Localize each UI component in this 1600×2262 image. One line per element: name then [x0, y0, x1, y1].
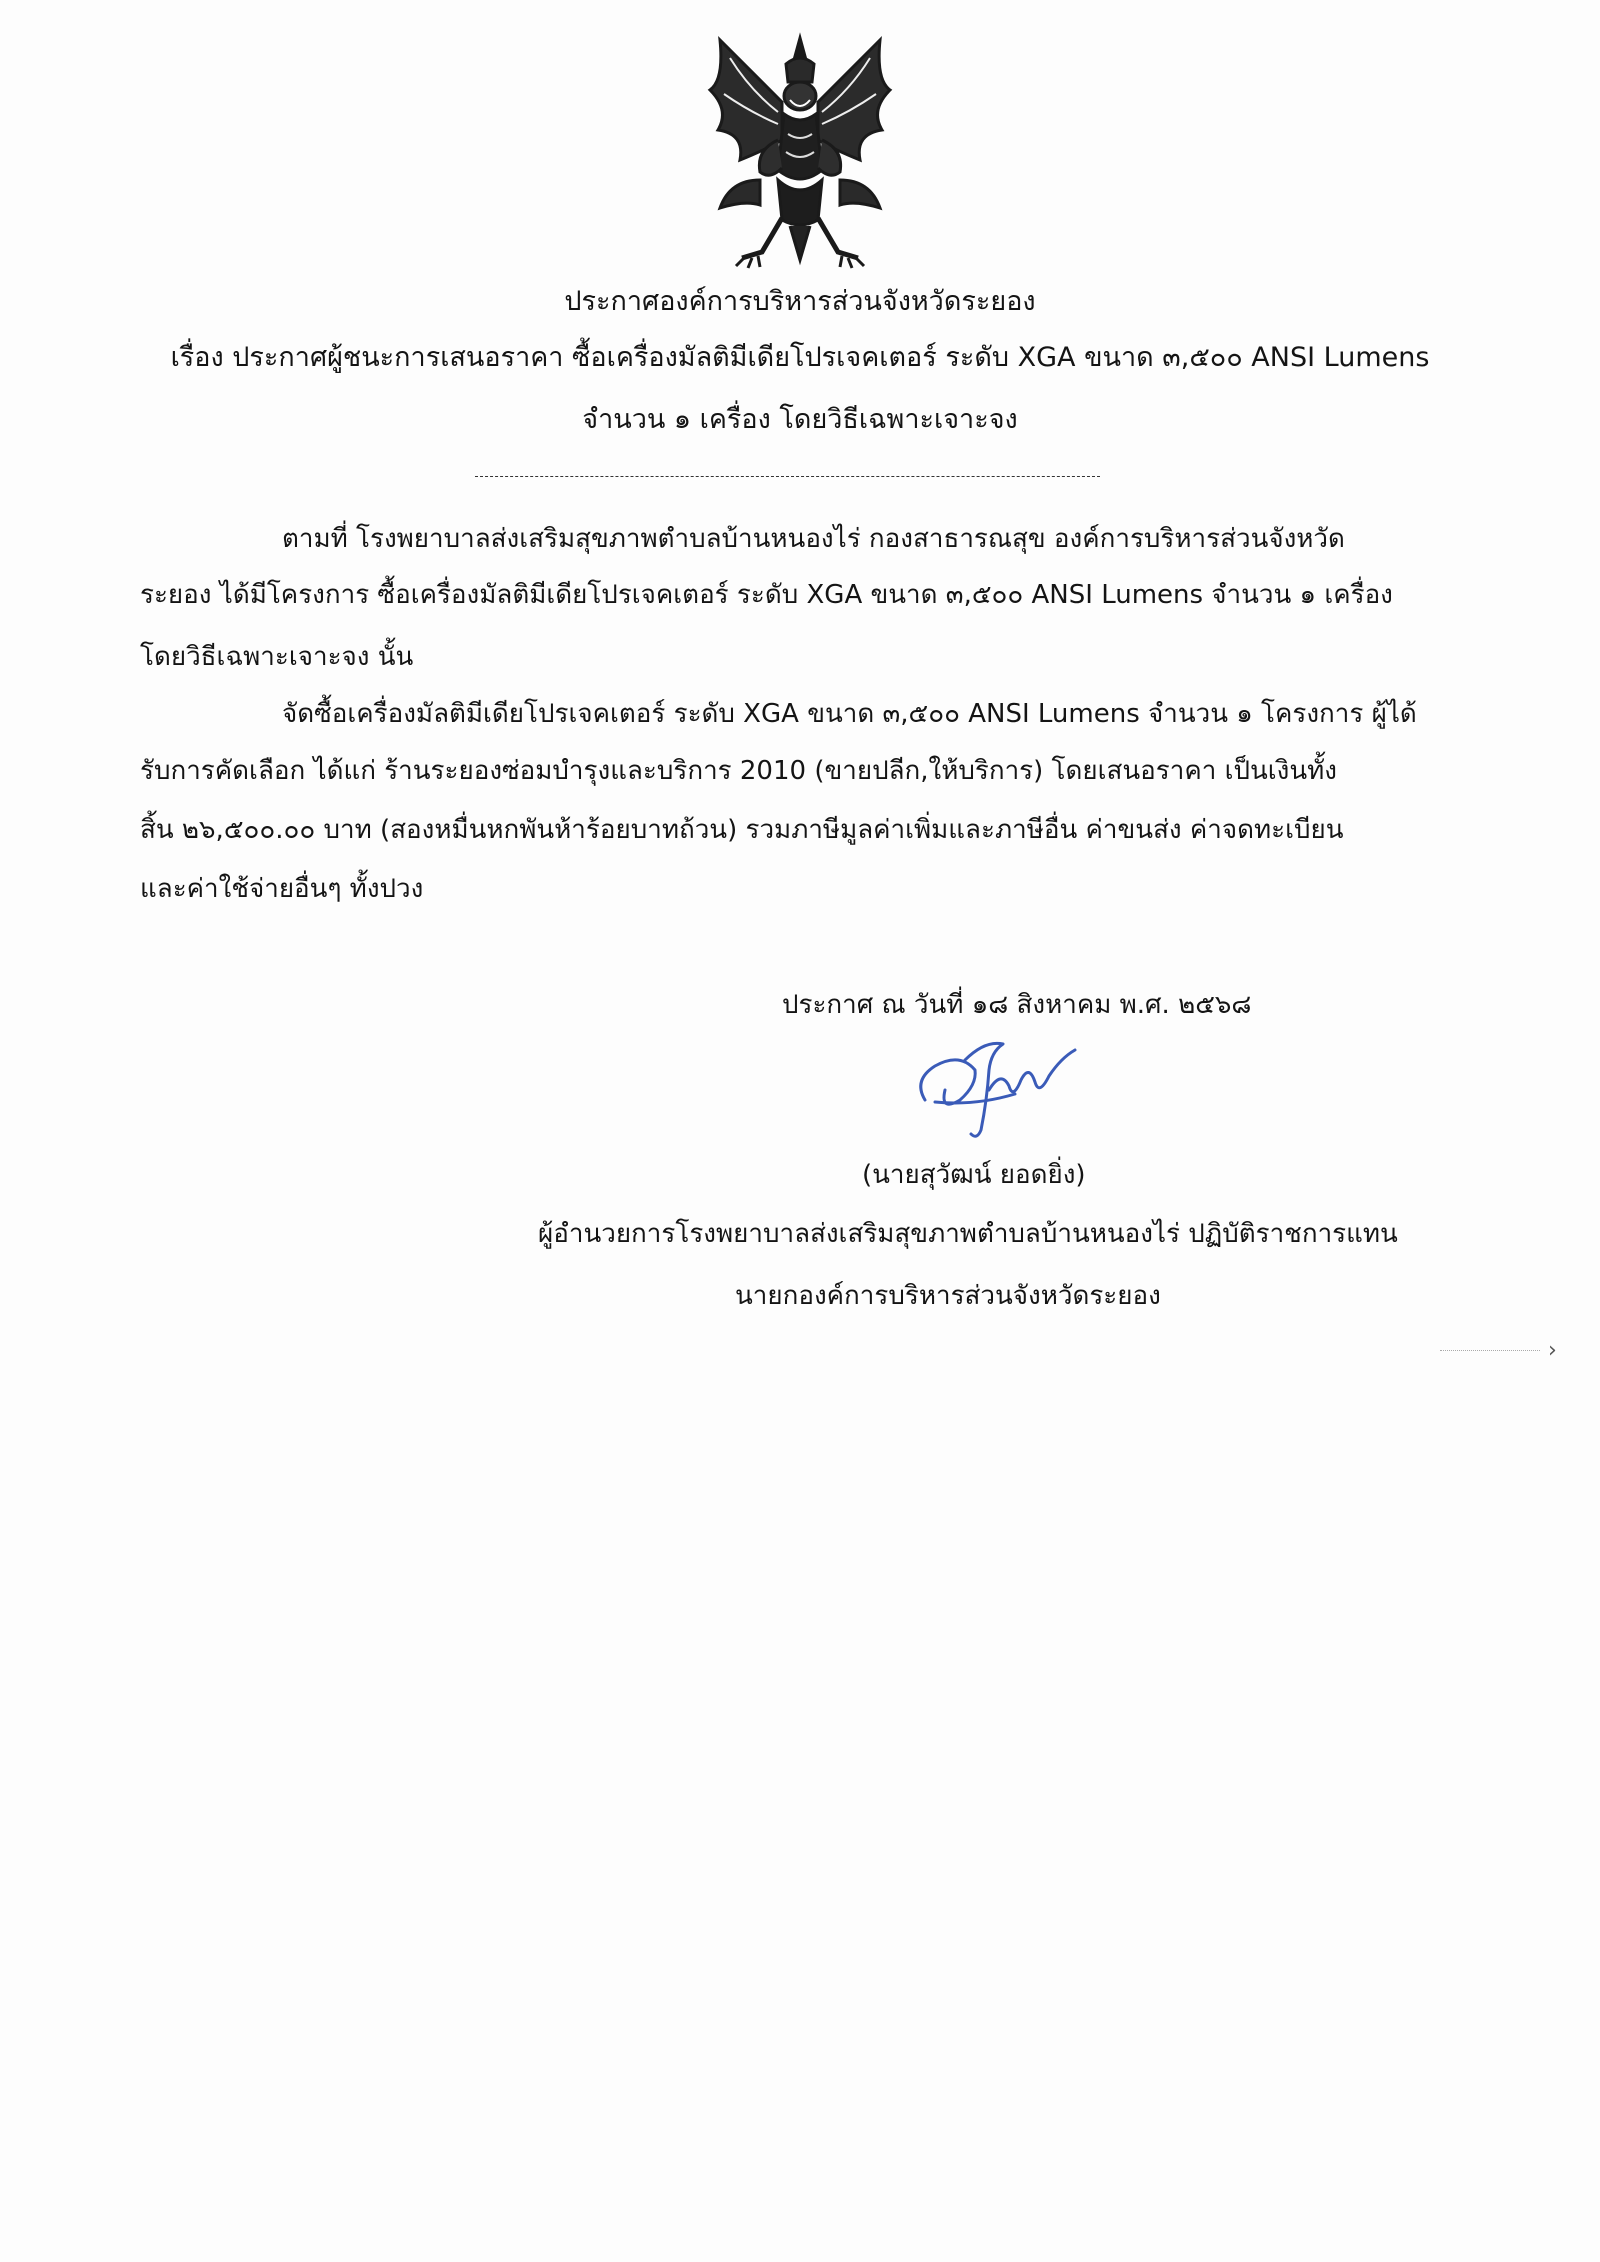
- signer-position-line-2: นายกองค์การบริหารส่วนจังหวัดระยอง: [735, 1281, 1161, 1311]
- paragraph-2-line-4: และค่าใช้จ่ายอื่นๆ ทั้งปวง: [140, 874, 424, 904]
- scan-edge-rule: [1440, 1350, 1540, 1351]
- paragraph-1-line-1: ตามที่ โรงพยาบาลส่งเสริมสุขภาพตำบลบ้านหนองไร่ กองสาธารณสุข องค์การบริหารส่วนจังหวัด: [282, 524, 1345, 554]
- signature-icon: [905, 1030, 1085, 1150]
- paragraph-2-line-1: จัดซื้อเครื่องมัลติมีเดียโปรเจคเตอร์ ระดับ XGA ขนาด ๓,๕๐๐ ANSI Lumens จำนวน ๑ โครงการ ผู้ได้: [282, 699, 1417, 729]
- announcement-subject-continued: จำนวน ๑ เครื่อง โดยวิธีเฉพาะเจาะจง: [582, 404, 1018, 435]
- paragraph-2-line-3: สิ้น ๒๖,๕๐๐.๐๐ บาท (สองหมื่นหกพันห้าร้อยบาทถ้วน) รวมภาษีมูลค่าเพิ่มและภาษีอื่น ค่าขนส่ง ค่าจดทะเบียน: [140, 815, 1344, 845]
- signer-name: (นายสุวัฒน์ ยอดยิ่ง): [862, 1160, 1086, 1190]
- signer-position-line-1: ผู้อำนวยการโรงพยาบาลส่งเสริมสุขภาพตำบลบ้านหนองไร่ ปฏิบัติราชการแทน: [538, 1219, 1398, 1249]
- paragraph-2-line-2: รับการคัดเลือก ได้แก่ ร้านระยองซ่อมบำรุงและบริการ 2010 (ขายปลีก,ให้บริการ) โดยเสนอราคา เป็นเงินทั้ง: [140, 756, 1337, 786]
- announcement-title: ประกาศองค์การบริหารส่วนจังหวัดระยอง: [564, 286, 1036, 317]
- announcement-date: ประกาศ ณ วันที่ ๑๘ สิงหาคม พ.ศ. ๒๕๖๘: [782, 990, 1252, 1020]
- paragraph-1-line-3: โดยวิธีเฉพาะเจาะจง นั้น: [140, 642, 414, 672]
- announcement-subject: เรื่อง ประกาศผู้ชนะการเสนอราคา ซื้อเครื่องมัลติมีเดียโปรเจคเตอร์ ระดับ XGA ขนาด ๓,๕๐๐ ANSI Lumens: [170, 342, 1430, 373]
- garuda-emblem-icon: [690, 30, 910, 270]
- title-divider: [475, 476, 1100, 477]
- paragraph-1-line-2: ระยอง ได้มีโครงการ ซื้อเครื่องมัลติมีเดียโปรเจคเตอร์ ระดับ XGA ขนาด ๓,๕๐๐ ANSI Lumens จำนวน ๑ เครื่อง: [140, 580, 1393, 610]
- scan-edge-mark: ›: [1548, 1338, 1557, 1363]
